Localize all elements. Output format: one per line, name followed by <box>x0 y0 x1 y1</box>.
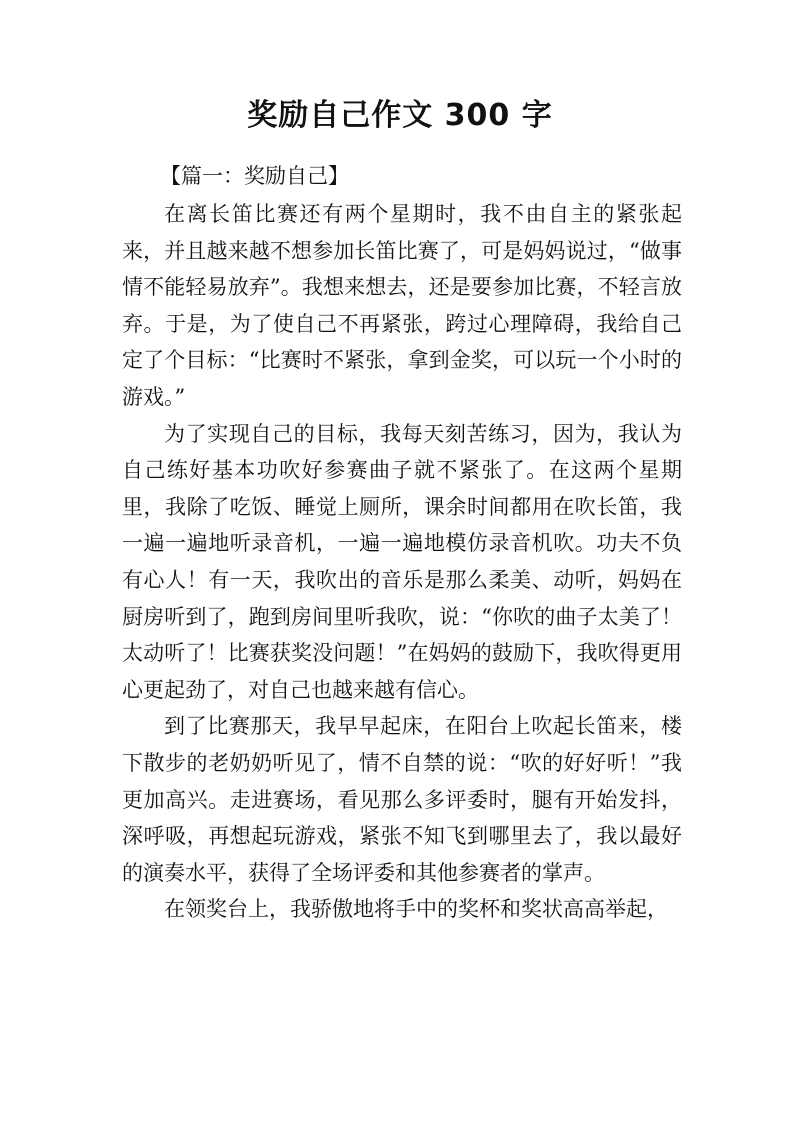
document-body <box>122 196 682 928</box>
section-label: 【篇一：奖励自己】 <box>160 164 349 188</box>
paragraph: 为了实现自己的目标，我每天刻苦练习，因为，我认为自己练好基本功吹好参赛曲子就不紧张了。在这两个星期里，我除了吃饭、睡觉上厕所，课余时间都用在吹长笛，我一遍一遍地听录音机，一遍一遍地模仿录音机吹。功夫不负有心人！有一天，我吹出的音乐是那么柔美、动听，妈妈在厨房听到了，跑到房间里听我吹，说：“你吹的曲子太美了！太动听了！比赛获奖没问题！”在妈妈的鼓励下，我吹得更用心更起劲了，对自己也越来越有信心。 <box>122 421 682 702</box>
paragraph: 在离长笛比赛还有两个星期时，我不由自主的紧张起来，并且越来越不想参加长笛比赛了，可是妈妈说过，“做事情不能轻易放弃”。我想来想去，还是要参加比赛，不轻言放弃。于是，为了使自己不再紧张，跨过心理障碍，我给自己定了个目标：“比赛时不紧张，拿到金奖，可以玩一个小时的游戏。” <box>122 202 682 409</box>
paragraph: 在领奖台上，我骄傲地将手中的奖杯和奖状高高举起， <box>164 897 668 922</box>
paragraph: 到了比赛那天，我早早起床，在阳台上吹起长笛来，楼下散步的老奶奶听见了，情不自禁的说：“吹的好好听！”我更加高兴。走进赛场，看见那么多评委时，腿有开始发抖，深呼吸，再想起玩游戏，紧张不知飞到哪里去了，我以最好的演奏水平，获得了全场评委和其他参赛者的掌声。 <box>122 714 682 885</box>
document-title: 奖励自己作文 300 字 <box>247 98 553 133</box>
